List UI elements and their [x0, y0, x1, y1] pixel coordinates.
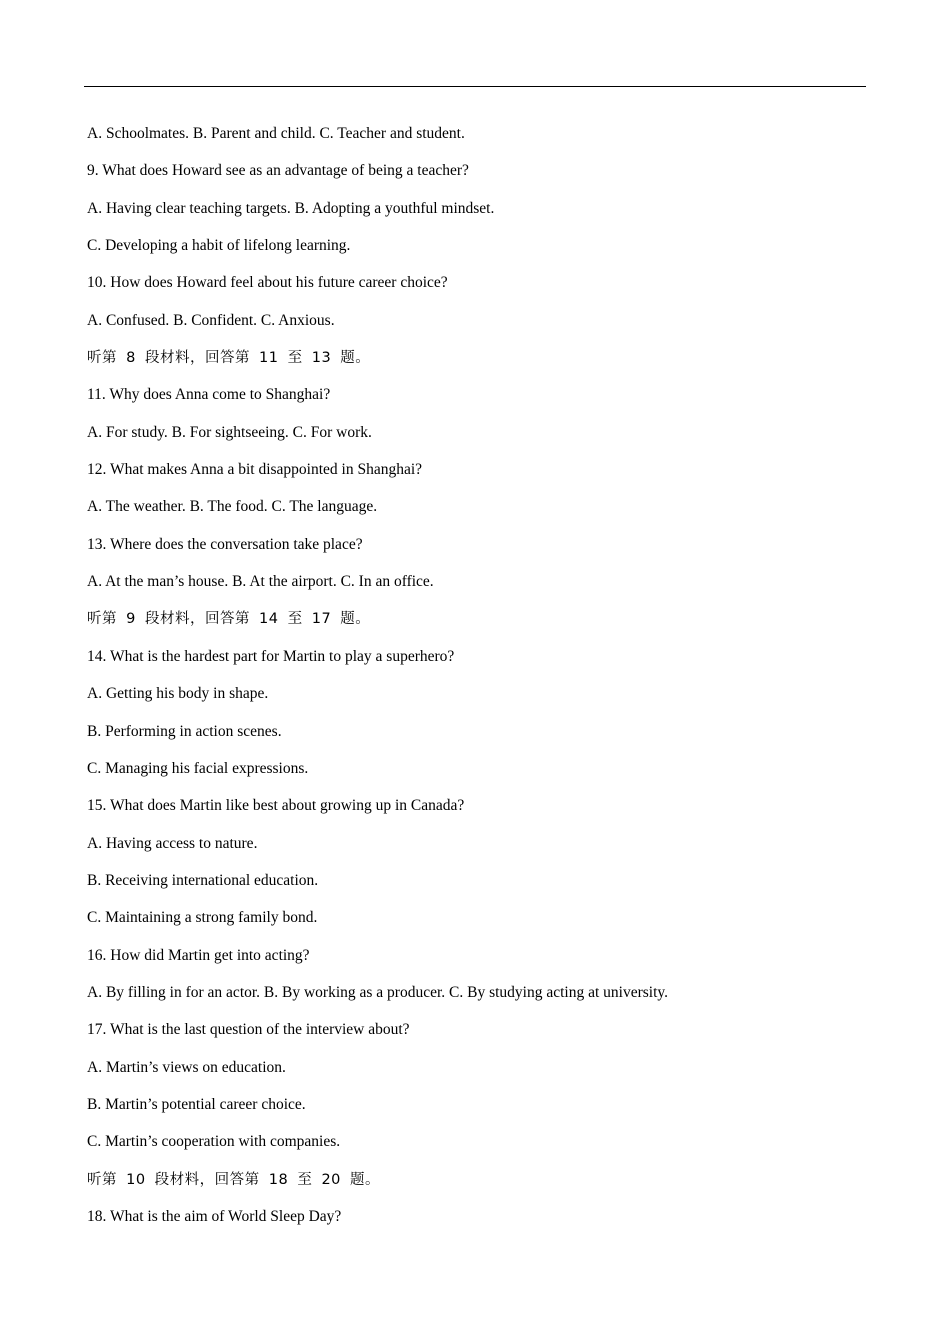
option-line: B. Performing in action scenes. [87, 722, 282, 740]
option-line: A. Getting his body in shape. [87, 685, 269, 703]
option-line: A. Martin’s views on education. [87, 1058, 286, 1076]
question-line: 15. What does Martin like best about growing up in Canada? [87, 797, 465, 815]
option-line: C. Martin’s cooperation with companies. [87, 1133, 341, 1151]
option-line: A. Confused. B. Confident. C. Anxious. [87, 311, 335, 329]
question-line: 17. What is the last question of the interview about? [87, 1021, 410, 1039]
question-line: 11. Why does Anna come to Shanghai? [87, 386, 331, 404]
question-line: 12. What makes Anna a bit disappointed in Shanghai? [87, 461, 423, 479]
option-line: C. Developing a habit of lifelong learning. [87, 237, 351, 255]
option-line: C. Maintaining a strong family bond. [87, 909, 318, 927]
option-line: B. Martin’s potential career choice. [87, 1095, 306, 1113]
section-instruction: 听第 9 段材料，回答第 14 至 17 题。 [87, 611, 371, 628]
option-line: A. Having clear teaching targets. B. Adopting a youthful mindset. [87, 199, 495, 217]
section-instruction: 听第 10 段材料，回答第 18 至 20 题。 [87, 1171, 381, 1188]
document-body [87, 121, 867, 1241]
option-line: A. At the man’s house. B. At the airport. C. In an office. [87, 573, 434, 591]
option-line: B. Receiving international education. [87, 871, 319, 889]
option-line: A. For study. B. For sightseeing. C. For work. [87, 423, 372, 441]
option-line: A. By filling in for an actor. B. By working as a producer. C. By studying acting at university. [87, 983, 669, 1001]
option-line: A. The weather. B. The food. C. The language. [87, 498, 378, 516]
question-line: 16. How did Martin get into acting? [87, 946, 310, 964]
option-line: A. Having access to nature. [87, 834, 258, 852]
question-line: 9. What does Howard see as an advantage of being a teacher? [87, 162, 469, 180]
question-line: 10. How does Howard feel about his future career choice? [87, 274, 448, 292]
option-line: A. Schoolmates. B. Parent and child. C. Teacher and student. [87, 125, 465, 142]
question-line: 13. Where does the conversation take place? [87, 535, 363, 553]
header-rule [84, 86, 866, 87]
question-line: 18. What is the aim of World Sleep Day? [87, 1207, 342, 1225]
question-line: 14. What is the hardest part for Martin to play a superhero? [87, 647, 455, 665]
option-line: C. Managing his facial expressions. [87, 759, 309, 777]
section-instruction: 听第 8 段材料，回答第 11 至 13 题。 [87, 350, 371, 367]
